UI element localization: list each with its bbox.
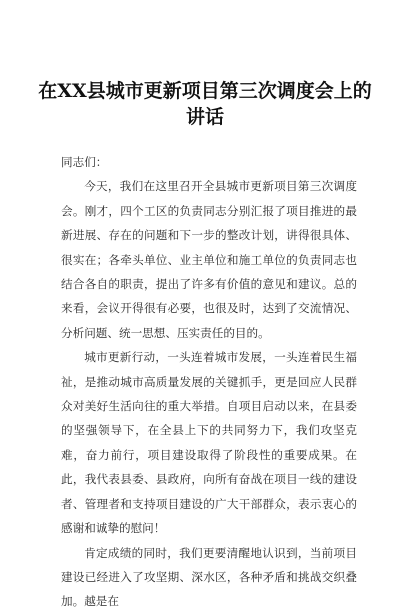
paragraph: 肯定成绩的同时，我们更要清醒地认识到，当前项目建设已经进入了攻坚期、深水区，各种矛盾和挑战交织叠加。越是在 [61,545,357,609]
document-body [61,150,357,614]
salutation: 同志们： [61,155,108,169]
document-title: 在XX县城市更新项目第三次调度会上的讲话 [38,80,372,128]
paragraph: 城市更新行动，一头连着城市发展，一头连着民生福祉，是推动城市高质量发展的关键抓手，更是回应人民群众对美好生活向往的重大举措。自项目启动以来，在县委的坚强领导下，在全县上下的共同努力下，我们攻坚克难，奋力前行，项目建设取得了阶段性的重要成果。在此，我代表县委、县政府，向所有奋战在项目一线的建设者、管理者和支持项目建设的广大干部群众，表示衷心的感谢和诚挚的慰问！ [61,350,357,536]
paragraph: 今天，我们在这里召开全县城市更新项目第三次调度会。刚才，四个工区的负责同志分别汇报了项目推进的最新进展、存在的问题和下一步的整改计划，讲得很具体、很实在；各牵头单位、业主单位和施工单位的负责同志也结合各自的职责，提出了许多有价值的意见和建议。总的来看，会议开得很有必要，也很及时，达到了交流情况、分析问题、统一思想、压实责任的目的。 [61,179,357,340]
